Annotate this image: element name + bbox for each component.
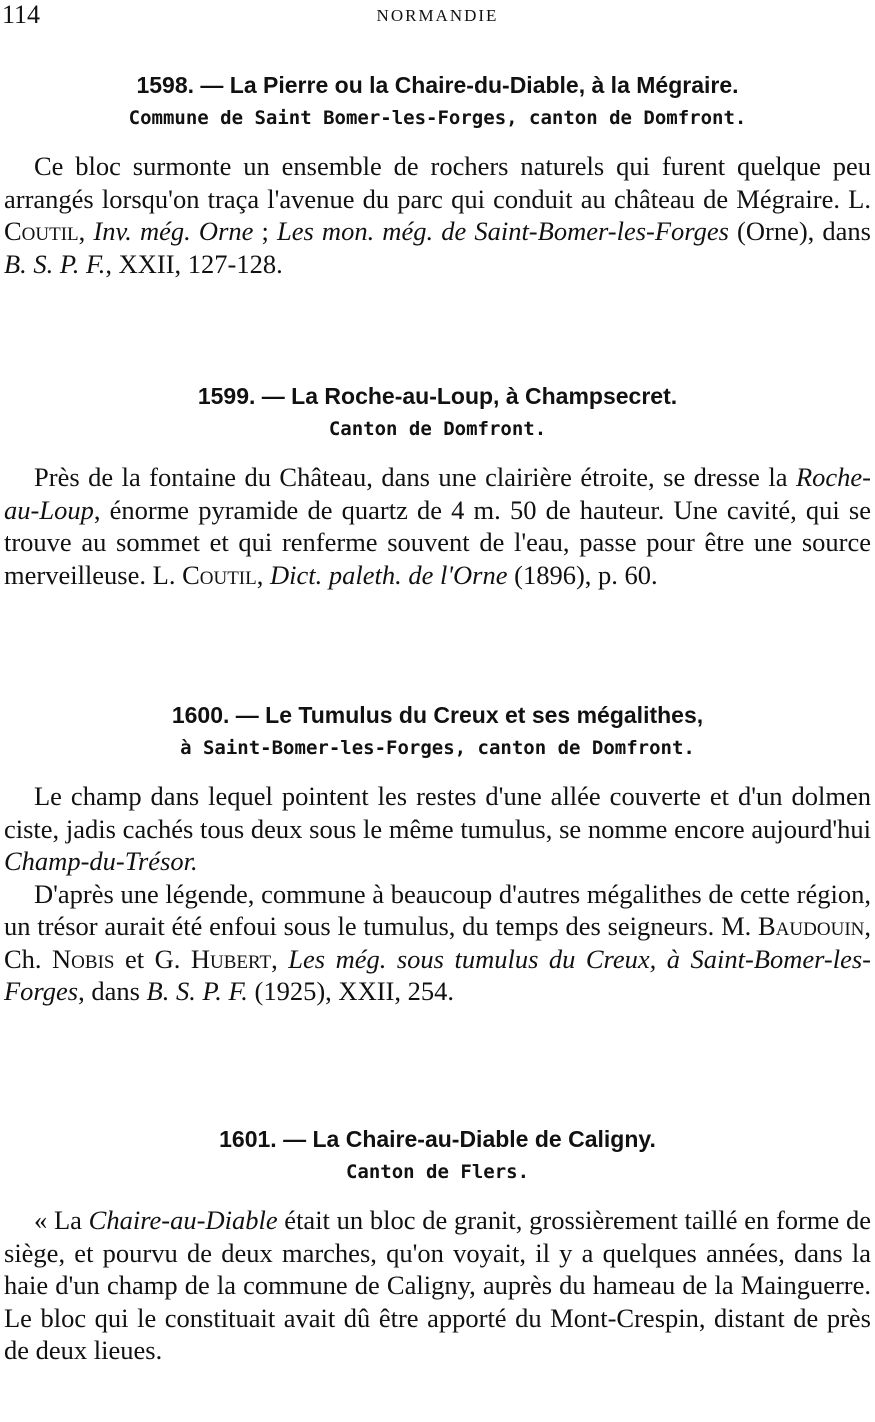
page-header — [0, 0, 875, 30]
site-name: Chaire-au-Diable — [88, 1205, 278, 1235]
citation-title: Inv. még. Orne — [93, 216, 254, 246]
site-name: Champ-du-Trésor. — [4, 846, 198, 876]
journal-abbrev: B. S. P. F. — [146, 976, 248, 1006]
author-name: Coutil — [4, 216, 79, 246]
entry-subtitle: à Saint-Bomer-les-Forges, canton de Domfront. — [180, 737, 695, 759]
entry-title: 1601. — La Chaire-au-Diable de Caligny. — [219, 1126, 656, 1152]
author-name: Baudouin — [758, 911, 865, 941]
site-name: Roche-au-Loup — [4, 462, 871, 525]
running-head: NORMANDIE — [376, 6, 499, 25]
citation-title: Dict. paleth. de l'Orne — [270, 559, 508, 590]
entry-title: 1600. — Le Tumulus du Creux et ses mégalithes, — [171, 702, 704, 728]
paragraph: « La Chaire-au-Diable était un bloc de granit, grossièrement taillé en forme de siège, et pourvu de deux marches, qu'on voyait, il y a quelques années, dans la haie d'un champ de la commune de Caligny, auprès du hameau de la Mainguerre. Le bloc qui le constituait avait dû être apporté du Mont-Crespin, distant de près de deux lieues. — [4, 1205, 872, 1365]
entry-body — [0, 150, 875, 280]
author-name: Coutil — [182, 559, 257, 590]
entry-title: 1599. — La Roche-au-Loup, à Champsecret. — [197, 383, 678, 409]
entry-1600 — [0, 700, 875, 1008]
entry-1599 — [0, 381, 875, 591]
author-name: Nobis — [52, 943, 115, 974]
page-number: 114 — [2, 0, 41, 29]
journal-abbrev: B. S. P. F. — [4, 248, 106, 279]
entry-1601 — [0, 1124, 875, 1367]
author-name: Hubert — [190, 943, 272, 974]
entry-body — [0, 461, 875, 591]
paragraph: Près de la fontaine du Château, dans une clairière étroite, se dresse la Roche-au-Loup, énorme pyramide de quartz de 4 m. 50 de hauteur. Une cavité, qui se trouve au sommet et qui renferme souvent de l'eau, passe pour être une source merveilleuse. L. Coutil, Dict. paleth. de l'Orne (1896), p. 60. — [4, 462, 871, 590]
paragraph: Le champ dans lequel pointent les restes d'une allée couverte et d'un dolmen ciste, jadis cachés tous deux sous le même tumulus, se nomme encore aujourd'hui Champ-du-Trésor. — [4, 781, 871, 876]
entry-1598 — [0, 70, 875, 280]
entry-subtitle: Canton de Domfront. — [328, 418, 547, 440]
entry-body — [0, 1204, 875, 1367]
entry-title: 1598. — La Pierre ou la Chaire-du-Diable, à la Mégraire. — [136, 72, 739, 98]
paragraph: Ce bloc surmonte un ensemble de rochers naturels qui furent quelque peu arrangés lorsqu'on traça l'avenue du parc qui conduit au château de Mégraire. L. Coutil, Inv. még. Orne ; Les mon. még. de Saint-Bomer-les-Forges (Orne), dans B. S. P. F., XXII, 127-128. — [4, 151, 871, 279]
citation-title: Les még. sous tumulus du Creux, à Saint-Bomer-les-Forges — [4, 943, 872, 1006]
paragraph: D'après une légende, commune à beaucoup d'autres mégalithes de cette région, un trésor aurait été enfoui sous le tumulus, du temps des seigneurs. M. Baudouin, Ch. Nobis et G. Hubert, Les még. sous tumulus du Creux, à Saint-Bomer-les-Forges, dans B. S. P. F. (1925), XXII, 254. — [4, 878, 872, 1006]
entry-body — [0, 780, 875, 1008]
entry-subtitle: Canton de Flers. — [345, 1161, 530, 1183]
citation-title: Les mon. még. de Saint-Bomer-les-Forges — [277, 216, 729, 246]
entry-subtitle: Commune de Saint Bomer-les-Forges, canton de Domfront. — [128, 107, 747, 129]
